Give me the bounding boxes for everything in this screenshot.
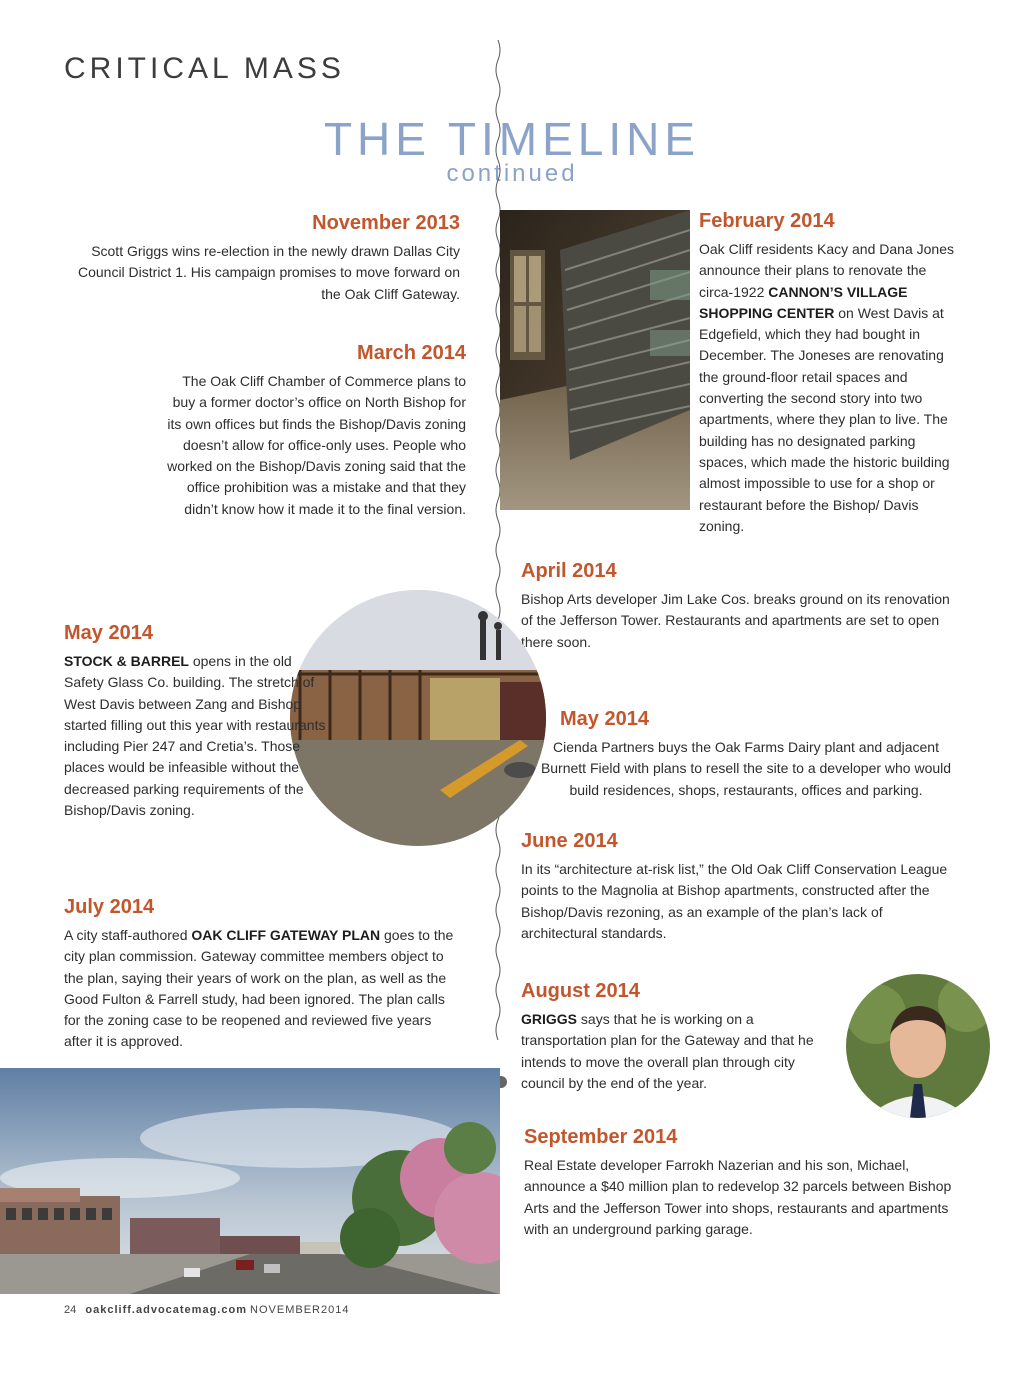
entry-march-2014 bbox=[160, 342, 466, 520]
entry-april-2014 bbox=[521, 560, 961, 653]
entry-date: March 2014 bbox=[357, 342, 466, 364]
entry-text: Scott Griggs wins re-election in the newly drawn Dallas City Council District 1. His campaign promises to move forward on the Oak Cliff Gateway. bbox=[77, 243, 460, 302]
entry-text: Real Estate developer Farrokh Nazerian and his son, Michael, announce a $40 million plan to redevelop 32 parcels between Bishop Arts and the Jefferson Tower into shops, restaurants and apartments with an underground parking garage. bbox=[524, 1157, 952, 1237]
page-footer bbox=[64, 1304, 349, 1316]
page-number: 24 bbox=[64, 1304, 77, 1316]
gateway-rendering bbox=[0, 1068, 500, 1294]
entry-date: August 2014 bbox=[521, 980, 640, 1002]
entry-date: May 2014 bbox=[560, 708, 649, 730]
entry-text bbox=[64, 925, 460, 1053]
entry-february-2014 bbox=[699, 210, 961, 537]
entry-highlight: STOCK & BARREL bbox=[64, 653, 189, 669]
entry-date: June 2014 bbox=[521, 830, 618, 852]
entry-text: The Oak Cliff Chamber of Commerce plans to buy a former doctor’s office on North Bishop for its own offices but finds the Bishop/Davis zoning doesn’t allow for office-only uses. People who worked on the Bishop/Davis zoning said that the office prohibition was a mistake and that they didn’t know how it made it to the final version. bbox=[167, 373, 466, 517]
griggs-portrait bbox=[846, 974, 990, 1118]
entry-may-2014-cienda bbox=[536, 708, 956, 801]
entry-text-after: says that he is working on a transportation plan for the Gateway and that he intends to move the overall plan through city council by the end of the year. bbox=[521, 1011, 814, 1091]
entry-may-2014-stock-barrel bbox=[64, 622, 334, 821]
entry-date: April 2014 bbox=[521, 560, 617, 582]
warehouse-photo bbox=[500, 210, 690, 510]
entry-date: November 2013 bbox=[312, 212, 460, 234]
entry-text: Bishop Arts developer Jim Lake Cos. breaks ground on its renovation of the Jefferson Tower. Restaurants and apartments are set to open there soon. bbox=[521, 591, 950, 650]
entry-text-after: on West Davis at Edgefield, which they had bought in December. The Joneses are renovating the ground-floor retail spaces and converting the second story into two apartments, where they plan to live. The building has no designated parking spaces, which made the historic building almost impossible to use for a shop or restaurant before the Bishop/ Davis zoning. bbox=[699, 304, 950, 534]
timeline-spine bbox=[490, 0, 510, 1080]
entry-text-after: goes to the city plan commission. Gateway committee members object to the plan, saying their years of work on the plan, as well as the Good Fulton & Farrell study, had been ignored. The plan calls for the zoning case to be reopened and reviewed five years after it is approved. bbox=[64, 927, 454, 1050]
footer-issue: NOVEMBER2014 bbox=[250, 1304, 350, 1316]
entry-highlight: OAK CLIFF GATEWAY PLAN bbox=[191, 927, 381, 943]
entry-november-2013 bbox=[60, 212, 460, 305]
entry-august-2014 bbox=[521, 980, 831, 1094]
entry-september-2014 bbox=[524, 1126, 954, 1240]
entry-text bbox=[699, 239, 961, 537]
entry-text-after: opens in the old Safety Glass Co. building. The stretch of West Davis between Zang and Bishop started filling out this year with restaurants including Pier 247 and Cretia’s. Those places would be infeasible without the decreased parking requirements of the Bishop/Davis zoning. bbox=[64, 653, 326, 819]
entry-date: February 2014 bbox=[699, 210, 835, 232]
entry-date: May 2014 bbox=[64, 622, 153, 644]
entry-text-before: Oak Cliff residents Kacy and Dana Jones announce their plans to renovate the circa-1922 bbox=[699, 241, 954, 300]
page-title: THE TIMELINE bbox=[323, 113, 701, 165]
entry-july-2014 bbox=[64, 896, 460, 1053]
entry-text-before: A city staff-authored bbox=[64, 927, 192, 943]
entry-highlight: GRIGGS bbox=[521, 1011, 578, 1027]
entry-text bbox=[64, 651, 334, 821]
entry-june-2014 bbox=[521, 830, 961, 944]
entry-highlight: CANNON’S VILLAGE SHOPPING CENTER bbox=[699, 283, 908, 321]
entry-text bbox=[521, 1009, 831, 1094]
entry-date: September 2014 bbox=[524, 1126, 678, 1148]
page-subtitle: continued bbox=[446, 160, 578, 187]
section-label: CRITICAL MASS bbox=[64, 52, 345, 85]
entry-text: Cienda Partners buys the Oak Farms Dairy plant and adjacent Burnett Field with plans to resell the site to a developer who would build residences, shops, restaurants, offices and parking. bbox=[540, 739, 952, 798]
entry-date: July 2014 bbox=[64, 896, 155, 918]
entry-text: In its “architecture at-risk list,” the Old Oak Cliff Conservation League points to the Magnolia at Bishop apartments, constructed after the Bishop/Davis rezoning, as an example of the plan’s lack of architectural standards. bbox=[521, 861, 948, 941]
footer-site: oakcliff.advocatemag.com bbox=[85, 1304, 247, 1316]
